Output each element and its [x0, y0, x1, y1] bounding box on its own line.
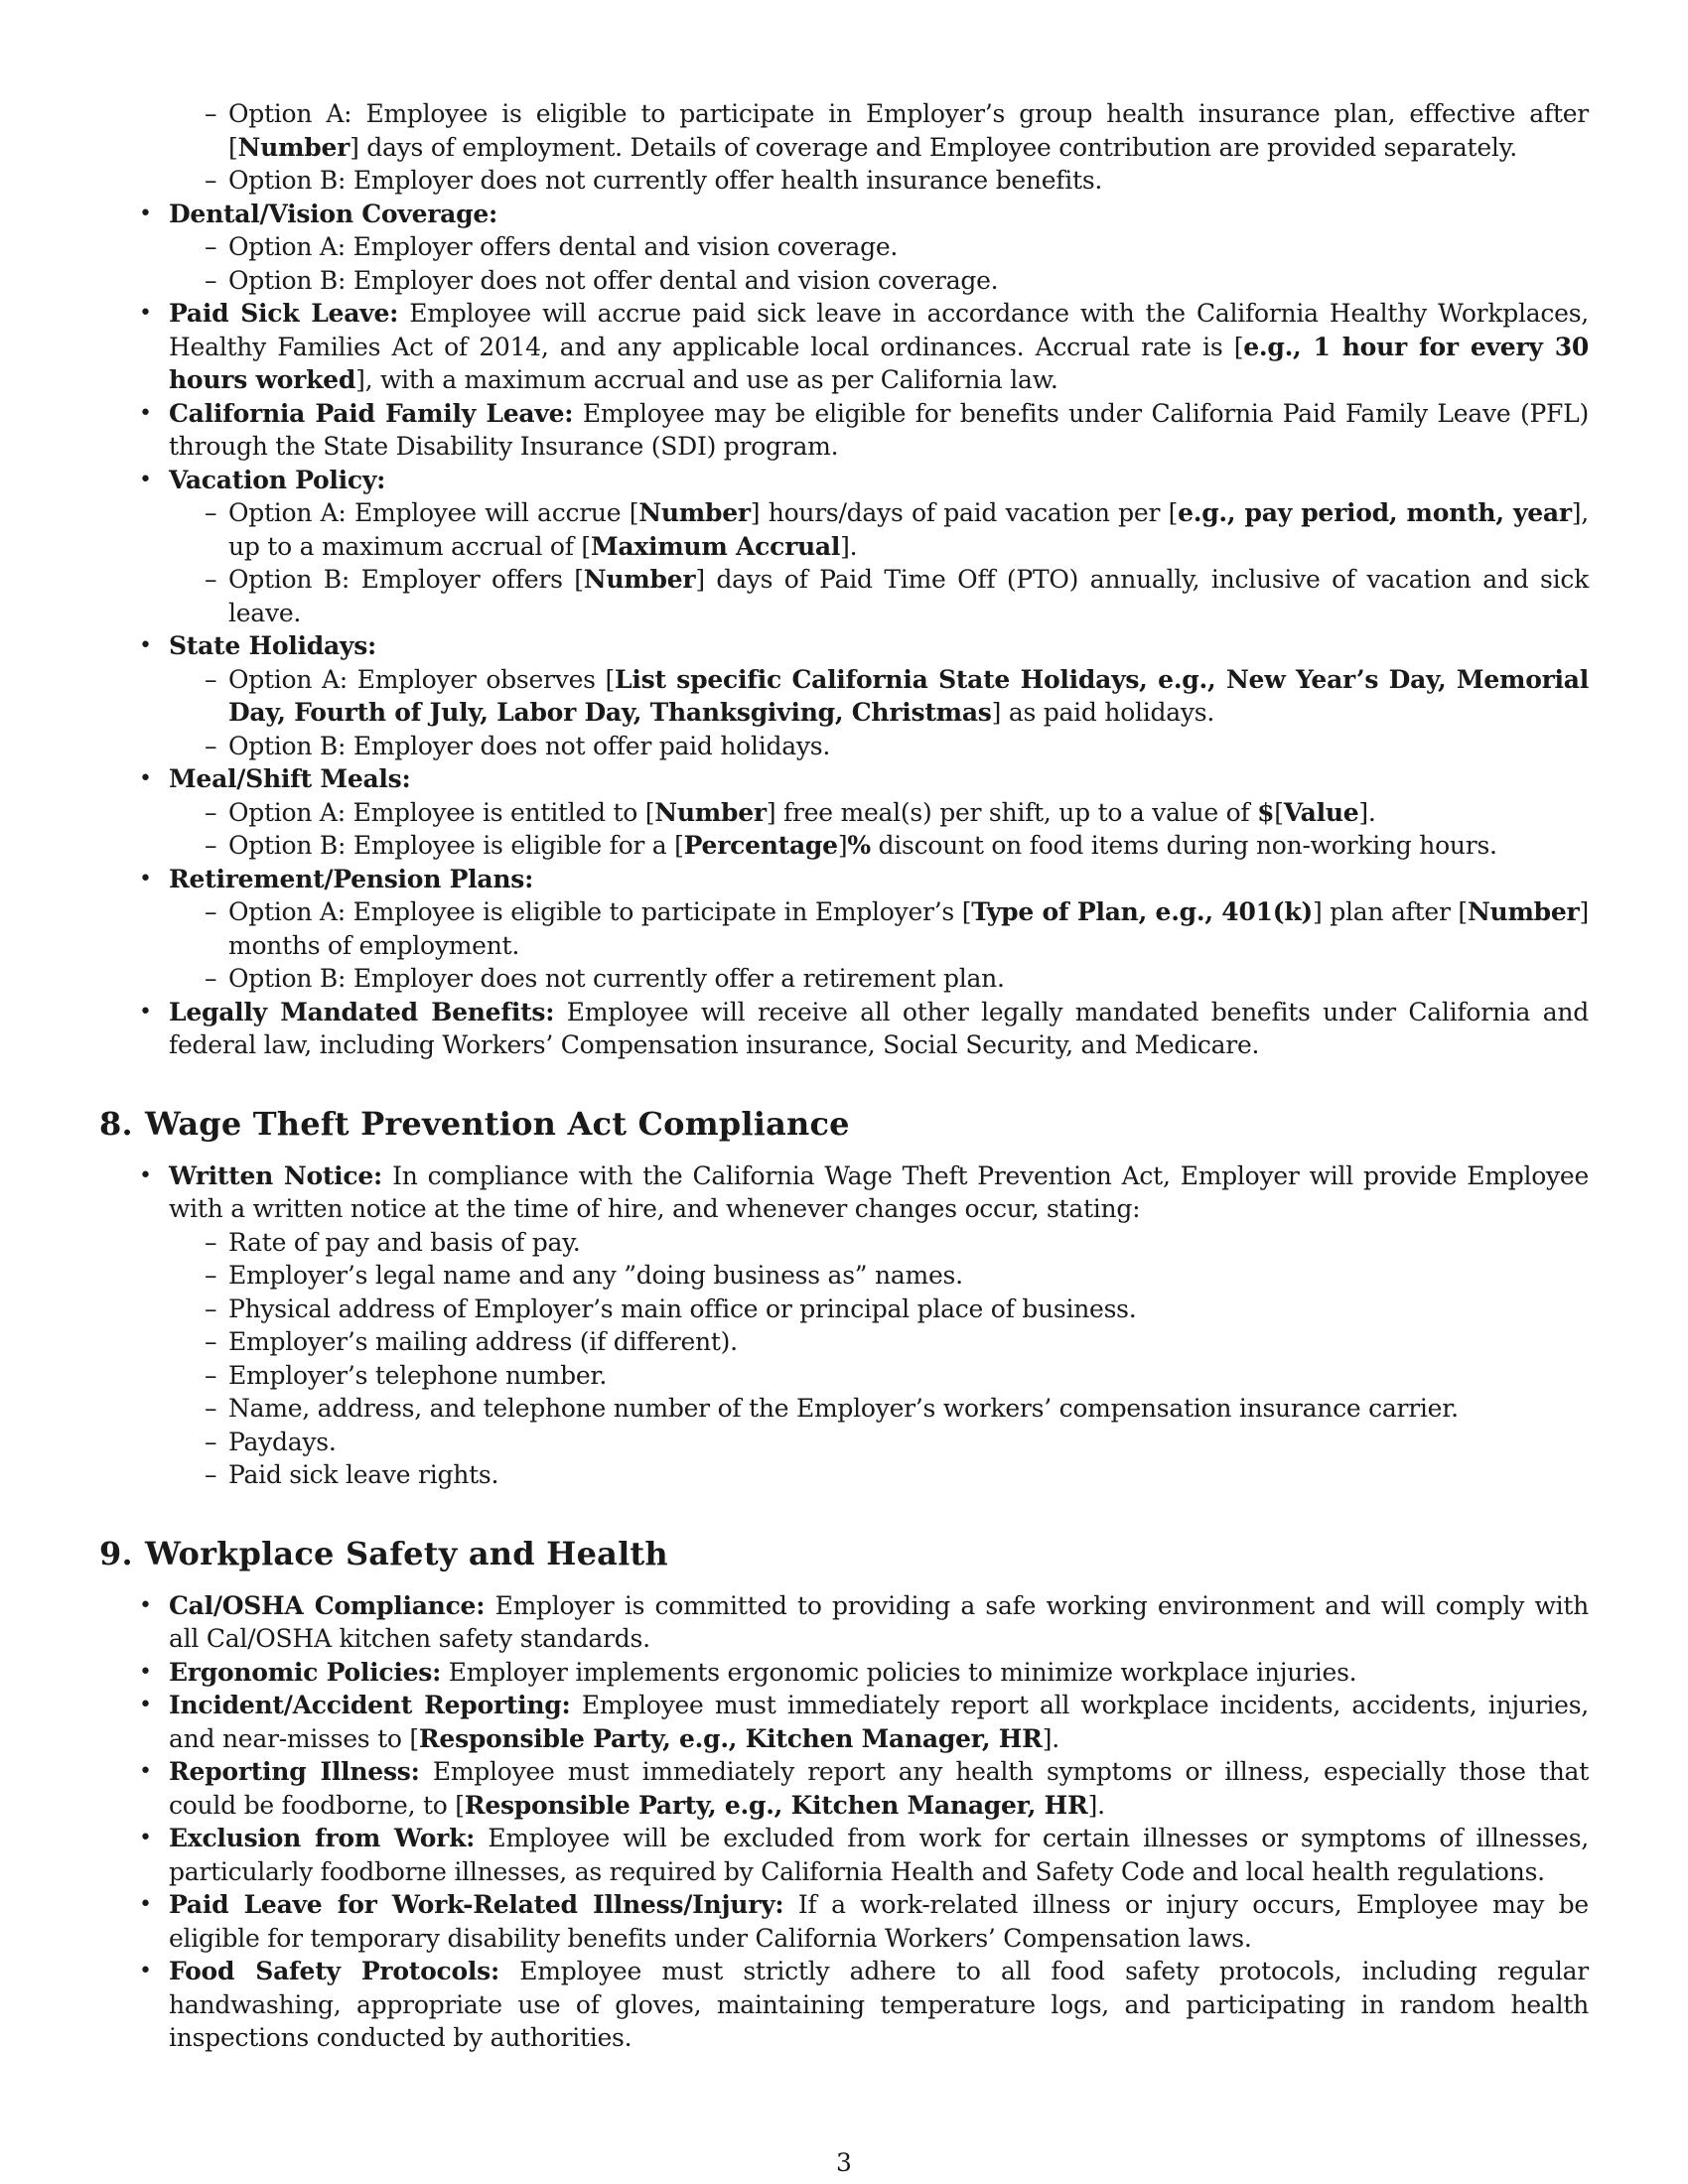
text: ] hours/days of paid vacation per [ [750, 498, 1179, 527]
text: Option B: Employer does not currently offer health insurance benefits. [228, 166, 1103, 195]
option-list [169, 796, 1589, 863]
sub-list-item [169, 1259, 1589, 1293]
text: Employee will be excluded from work for certain illnesses or symptoms of illnesses, particularly foodborne illnesses, as required by California Health and Safety Code and local health regulations. [169, 1824, 1589, 1886]
item-label: Meal/Shift Meals: [169, 764, 411, 793]
item-label: Vacation Policy: [169, 465, 386, 494]
sub-list-item [169, 230, 1589, 264]
list-item [99, 996, 1589, 1062]
list-item [99, 863, 1589, 996]
text: Employer’s telephone number. [228, 1360, 608, 1390]
sub-list-item [169, 1325, 1589, 1359]
text: ]. [1087, 1790, 1105, 1820]
text: ], with a maximum accrual and use as per California law. [355, 365, 1058, 394]
item-label: Reporting Illness: [169, 1757, 420, 1786]
list-item [99, 198, 1589, 298]
text: ] as paid holidays. [991, 698, 1215, 727]
sub-list-item [169, 1392, 1589, 1426]
text: ], up to a maximum accrual of [ [228, 498, 1589, 561]
text: Employer’s mailing address (if different). [228, 1327, 738, 1356]
text: If a work-related illness or injury occurs, Employee may be eligible for temporary disability benefits under California Workers’ Compensation laws. [169, 1890, 1589, 1953]
sub-list-item [169, 1359, 1589, 1393]
list-item [99, 1822, 1589, 1888]
sub-list-item [169, 962, 1589, 996]
sub-list-item [169, 563, 1589, 629]
text: Employee must strictly adhere to all food safety protocols, including regular handwashing, appropriate use of gloves, maintaining temperature logs, and participating in random health inspections conducted by authorities. [169, 1957, 1590, 2052]
text: Employer’s legal name and any ”doing business as” names. [228, 1261, 963, 1290]
text: Paid sick leave rights. [228, 1460, 499, 1489]
text: ] plan after [ [1312, 897, 1468, 926]
text: In compliance with the California Wage Theft Prevention Act, Employer will provide Employee with a written notice at the time of hire, and whenever changes occur, stating: [169, 1160, 1589, 1223]
option-list [169, 1226, 1589, 1492]
text: days of employment. Details of coverage and Employee contribution are provided separately. [358, 132, 1517, 162]
item-label: Incident/Accident Reporting: [169, 1691, 571, 1719]
sub-list-item [169, 264, 1589, 298]
wage-theft-list [99, 1160, 1589, 1492]
text: Employee will accrue paid sick leave in accordance with the California Healthy Workplaces, Healthy Families Act of 2014, and any applicable local ordinances. Accrual rate is [ [169, 299, 1589, 361]
section-9-heading [99, 1534, 1589, 1573]
text: Rate of pay and basis of pay. [228, 1227, 581, 1257]
list-item [99, 1160, 1589, 1492]
list-item [99, 1589, 1589, 1656]
section-number: 8. [99, 1104, 133, 1143]
sub-list-item [169, 1293, 1589, 1326]
bold-text: Number [237, 132, 351, 162]
text: Paydays. [228, 1427, 337, 1456]
text: [ [228, 132, 238, 162]
sub-list-item [99, 164, 1589, 198]
text: Employer implements ergonomic policies to minimize workplace injuries. [441, 1657, 1357, 1687]
item-label: Food Safety Protocols: [169, 1957, 499, 1985]
item-label: Paid Sick Leave: [169, 299, 399, 328]
sub-list-item [169, 496, 1589, 563]
text: Employee must immediately report any health symptoms or illness, especially those that could be foodborne, to [ [169, 1757, 1589, 1820]
sub-list-item [169, 829, 1589, 863]
bold-text: Responsible Party, e.g., Kitchen Manager, HR [464, 1790, 1088, 1820]
text: ]. [1042, 1723, 1059, 1753]
sub-list-item [169, 1226, 1589, 1260]
list-item [99, 1755, 1589, 1822]
text: Employee will receive all other legally mandated benefits under California and federal law, including Workers’ Compensation insurance, Social Security, and Medicare. [169, 997, 1589, 1059]
list-item [99, 629, 1589, 762]
bold-text: e.g., 1 hour for every 30 hours worked [169, 332, 1589, 394]
text: [ [1274, 797, 1284, 827]
section-number: 9. [99, 1534, 133, 1572]
option-list [169, 895, 1589, 996]
sub-list-item [169, 730, 1589, 763]
text: Employer is committed to providing a safe working environment and will comply with all Cal/OSHA kitchen safety standards. [169, 1590, 1589, 1653]
list-item [99, 1656, 1589, 1690]
text: ] free meal(s) per shift, up to a value of [766, 797, 1258, 827]
sub-list-item [169, 895, 1589, 962]
item-label: Exclusion from Work: [169, 1824, 476, 1852]
sub-list-item [99, 97, 1589, 164]
bold-text: % [847, 831, 871, 860]
bold-text: Number [583, 565, 696, 594]
bold-text: Type of Plan, e.g., 401(k) [971, 897, 1313, 926]
option-list [169, 496, 1589, 629]
text: Option A: Employer offers dental and vision coverage. [228, 232, 899, 261]
text: Option A: Employer observes [ [228, 664, 616, 694]
text: Employee may be eligible for benefits under California Paid Family Leave (PFL) through the State Disability Insurance (SDI) program. [169, 398, 1589, 461]
text: Option A: Employee is eligible to participate in Employer’s group health insurance plan, effective after [228, 99, 1589, 128]
bold-text: Number [654, 797, 767, 827]
option-list [169, 230, 1589, 297]
text: Option A: Employee is entitled to [ [228, 797, 655, 827]
item-label: California Paid Family Leave: [169, 398, 574, 428]
text: Option A: Employee is eligible to participate in Employer’s [ [228, 897, 972, 926]
text: ]. [840, 531, 858, 561]
text: Option B: Employer offers [ [228, 565, 584, 594]
list-item [99, 1689, 1589, 1755]
bold-text: Maximum Accrual [590, 531, 841, 561]
text: ] [350, 132, 359, 162]
bold-text: Number [638, 498, 751, 527]
benefits-list [99, 198, 1589, 1062]
option-list [169, 663, 1589, 763]
sub-list-item [169, 1458, 1589, 1492]
text: discount on food items during non-working hours. [870, 831, 1497, 860]
item-label: Dental/Vision Coverage: [169, 199, 497, 228]
item-label: Retirement/Pension Plans: [169, 864, 534, 893]
bold-text: List specific California State Holidays, e.g., New Year’s Day, Memorial Day, Fourth of July, Labor Day, Thanksgiving, Christmas [228, 664, 1590, 727]
list-item [99, 762, 1589, 863]
workplace-safety-list [99, 1589, 1589, 2055]
item-label: State Holidays: [169, 631, 377, 660]
page-content [99, 97, 1589, 2055]
item-label: Written Notice: [169, 1160, 383, 1190]
list-item [99, 464, 1589, 630]
list-item [99, 397, 1589, 464]
bold-text: e.g., pay period, month, year [1178, 498, 1572, 527]
item-label: Cal/OSHA Compliance: [169, 1590, 486, 1620]
section-8-heading [99, 1104, 1589, 1144]
sub-list-item [169, 796, 1589, 830]
text: ] days of Paid Time Off (PTO) annually, inclusive of vacation and sick leave. [228, 565, 1589, 627]
text: Option B: Employer does not offer paid holidays. [228, 731, 831, 760]
text: Name, address, and telephone number of the Employer’s workers’ compensation insurance carrier. [228, 1394, 1459, 1423]
bold-text: Value [1283, 797, 1359, 827]
text: Option B: Employer does not currently offer a retirement plan. [228, 964, 1005, 993]
bold-text: Number [1467, 897, 1580, 926]
text: Option B: Employee is eligible for a [ [228, 831, 684, 860]
sub-list-item [169, 663, 1589, 730]
sub-list-item [169, 1426, 1589, 1459]
text: Employee must immediately report all workplace incidents, accidents, injuries, and near-misses to [ [169, 1691, 1589, 1753]
bold-text: Percentage [683, 831, 838, 860]
bold-text: Responsible Party, e.g., Kitchen Manager, HR [418, 1723, 1043, 1753]
item-label: Legally Mandated Benefits: [169, 997, 555, 1026]
list-item [99, 297, 1589, 397]
health-insurance-options [99, 97, 1589, 198]
section-title: Wage Theft Prevention Act Compliance [145, 1104, 850, 1143]
list-item [99, 1955, 1589, 2055]
text: ]. [1358, 797, 1376, 827]
item-label: Ergonomic Policies: [169, 1657, 442, 1687]
list-item [99, 1888, 1589, 1955]
text: ] [837, 831, 848, 860]
page-number: 3 [836, 2148, 852, 2177]
text: Physical address of Employer’s main office or principal place of business. [228, 1294, 1137, 1323]
text: Option A: Employee will accrue [ [228, 498, 639, 527]
section-title: Workplace Safety and Health [145, 1534, 668, 1572]
text: Option B: Employer does not offer dental and vision coverage. [228, 265, 999, 295]
item-label: Paid Leave for Work-Related Illness/Injury: [169, 1890, 784, 1919]
bold-text: $ [1257, 797, 1275, 827]
text: ] months of employment. [228, 897, 1589, 960]
